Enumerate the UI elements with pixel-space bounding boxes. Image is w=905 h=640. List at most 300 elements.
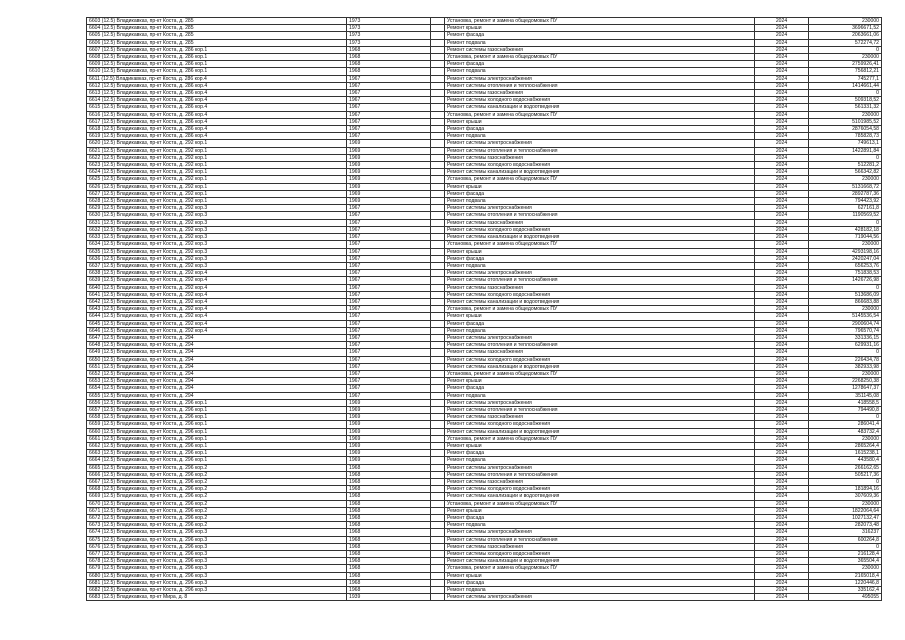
address: Владикавказ, пр-кт Коста, д. 292 кор.1 bbox=[116, 190, 208, 197]
cost-amount: 286041,4 bbox=[809, 421, 882, 428]
row-number: 6612 (12.5) bbox=[89, 82, 116, 89]
row-number: 6637 (12.5) bbox=[89, 262, 116, 269]
address: Владикавказ, пр-кт Коста, д. 294 bbox=[116, 334, 194, 341]
row-number: 6633 (12.5) bbox=[89, 234, 116, 241]
row-id-address bbox=[87, 515, 347, 522]
cost-amount: 230000 bbox=[809, 241, 882, 248]
work-type: Ремонт системы электроснабжения bbox=[445, 270, 755, 277]
table-row bbox=[87, 370, 882, 377]
work-type: Ремонт крыши bbox=[445, 118, 755, 125]
table-row bbox=[87, 363, 882, 370]
table-row bbox=[87, 442, 882, 449]
plan-year: 2024 bbox=[755, 579, 809, 586]
cost-amount: 629931,16 bbox=[809, 342, 882, 349]
row-number: 6609 (12.5) bbox=[89, 61, 116, 68]
address: Владикавказ, пр-кт Коста, д. 296 кор.3 bbox=[116, 572, 208, 579]
year-built: 1969 bbox=[347, 457, 431, 464]
empty-cell bbox=[431, 313, 445, 320]
table-row bbox=[87, 226, 882, 233]
table-row bbox=[87, 536, 882, 543]
address: Владикавказ, пр-кт Коста, д. 286 кор.4 bbox=[116, 104, 208, 111]
work-type: Ремонт крыши bbox=[445, 25, 755, 32]
address: Владикавказ, пр-кт Коста, д. 296 кор.3 bbox=[116, 558, 208, 565]
cost-amount: 756812,21 bbox=[809, 68, 882, 75]
address: Владикавказ, пр-кт Коста, д. 296 кор.3 bbox=[116, 587, 208, 594]
address: Владикавказ, пр-кт Коста, д. 296 кор.3 bbox=[116, 579, 208, 586]
row-number: 6654 (12.5) bbox=[89, 385, 116, 392]
year-built: 1969 bbox=[347, 190, 431, 197]
table-row bbox=[87, 313, 882, 320]
plan-year: 2024 bbox=[755, 39, 809, 46]
plan-year: 2024 bbox=[755, 421, 809, 428]
plan-year: 2024 bbox=[755, 493, 809, 500]
table-row bbox=[87, 82, 882, 89]
empty-cell bbox=[431, 183, 445, 190]
address: Владикавказ, пр-кт Коста, д. 292 кор.4 bbox=[116, 327, 208, 334]
row-number: 6626 (12.5) bbox=[89, 183, 116, 190]
year-built: 1967 bbox=[347, 255, 431, 262]
address: Владикавказ, пр-кт Коста, д. 294 bbox=[116, 385, 194, 392]
empty-cell bbox=[431, 500, 445, 507]
empty-cell bbox=[431, 198, 445, 205]
cost-amount: 785828,73 bbox=[809, 133, 882, 140]
table-row bbox=[87, 190, 882, 197]
cost-amount: 513686,09 bbox=[809, 291, 882, 298]
row-number: 6655 (12.5) bbox=[89, 392, 116, 399]
row-number: 6669 (12.5) bbox=[89, 493, 116, 500]
table-row bbox=[87, 558, 882, 565]
cost-amount: 230000 bbox=[809, 435, 882, 442]
plan-year: 2024 bbox=[755, 442, 809, 449]
year-built: 1967 bbox=[347, 378, 431, 385]
work-type: Ремонт крыши bbox=[445, 378, 755, 385]
work-type: Ремонт системы электроснабжения bbox=[445, 464, 755, 471]
row-id-address bbox=[87, 234, 347, 241]
plan-year: 2024 bbox=[755, 414, 809, 421]
row-number: 6658 (12.5) bbox=[89, 414, 116, 421]
address: Владикавказ, пр-кт Коста, д. 294 bbox=[116, 370, 194, 377]
year-built: 1939 bbox=[347, 594, 431, 601]
empty-cell bbox=[431, 61, 445, 68]
empty-cell bbox=[431, 543, 445, 550]
cost-amount: 1027132,47 bbox=[809, 515, 882, 522]
year-built: 1967 bbox=[347, 248, 431, 255]
table-row bbox=[87, 298, 882, 305]
row-number: 6622 (12.5) bbox=[89, 154, 116, 161]
address: Владикавказ, пр-кт Коста, д. 292 кор.1 bbox=[116, 198, 208, 205]
year-built: 1968 bbox=[347, 464, 431, 471]
year-built: 1967 bbox=[347, 219, 431, 226]
row-id-address bbox=[87, 500, 347, 507]
empty-cell bbox=[431, 68, 445, 75]
year-built: 1969 bbox=[347, 147, 431, 154]
address: Владикавказ, пр-кт Коста, д. 286 кор.4 bbox=[116, 111, 208, 118]
work-type: Ремонт подвала bbox=[445, 262, 755, 269]
row-number: 6631 (12.5) bbox=[89, 219, 116, 226]
work-type: Ремонт подвала bbox=[445, 39, 755, 46]
table-row bbox=[87, 54, 882, 61]
table-row bbox=[87, 140, 882, 147]
cost-amount: 509318,52 bbox=[809, 97, 882, 104]
year-built: 1967 bbox=[347, 284, 431, 291]
year-built: 1969 bbox=[347, 414, 431, 421]
address: Владикавказ, пр-кт Коста, д. 296 кор.1 bbox=[116, 414, 208, 421]
work-type: Ремонт системы холодного водоснабжения bbox=[445, 162, 755, 169]
empty-cell bbox=[431, 298, 445, 305]
empty-cell bbox=[431, 594, 445, 601]
plan-year: 2024 bbox=[755, 205, 809, 212]
row-id-address bbox=[87, 54, 347, 61]
year-built: 1969 bbox=[347, 399, 431, 406]
table-row bbox=[87, 154, 882, 161]
table-row bbox=[87, 68, 882, 75]
year-built: 1969 bbox=[347, 198, 431, 205]
empty-cell bbox=[431, 277, 445, 284]
address: Владикавказ, пр-кт Коста, д. 292 кор.3 bbox=[116, 262, 208, 269]
cost-amount: 230000 bbox=[809, 306, 882, 313]
empty-cell bbox=[431, 25, 445, 32]
row-number: 6672 (12.5) bbox=[89, 515, 116, 522]
table-row bbox=[87, 579, 882, 586]
table-row bbox=[87, 162, 882, 169]
year-built: 1968 bbox=[347, 68, 431, 75]
cost-amount: 230000 bbox=[809, 54, 882, 61]
work-type: Ремонт системы газоснабжения bbox=[445, 349, 755, 356]
cost-amount: 0 bbox=[809, 414, 882, 421]
empty-cell bbox=[431, 39, 445, 46]
empty-cell bbox=[431, 241, 445, 248]
plan-year: 2024 bbox=[755, 190, 809, 197]
work-type: Ремонт системы отопления и теплоснабжения bbox=[445, 342, 755, 349]
cost-amount: 1278647,37 bbox=[809, 385, 882, 392]
row-id-address bbox=[87, 18, 347, 25]
table-row bbox=[87, 515, 882, 522]
cost-amount: 5145536,54 bbox=[809, 313, 882, 320]
year-built: 1968 bbox=[347, 493, 431, 500]
work-type: Ремонт системы холодного водоснабжения bbox=[445, 551, 755, 558]
work-type: Ремонт системы электроснабжения bbox=[445, 594, 755, 601]
row-number: 6642 (12.5) bbox=[89, 298, 116, 305]
row-number: 6620 (12.5) bbox=[89, 140, 116, 147]
empty-cell bbox=[431, 493, 445, 500]
row-number: 6623 (12.5) bbox=[89, 162, 116, 169]
address: Владикавказ, пр-кт Коста, д. 296 кор.2 bbox=[116, 493, 208, 500]
work-type: Ремонт подвала bbox=[445, 198, 755, 205]
table-row bbox=[87, 147, 882, 154]
cost-amount: 4293198,16 bbox=[809, 248, 882, 255]
work-type: Ремонт подвала bbox=[445, 587, 755, 594]
work-type: Ремонт системы отопления и теплоснабжения bbox=[445, 536, 755, 543]
empty-cell bbox=[431, 399, 445, 406]
plan-year: 2024 bbox=[755, 479, 809, 486]
table-row bbox=[87, 90, 882, 97]
address: Владикавказ, пр-кт Коста, д. 294 bbox=[116, 356, 194, 363]
year-built: 1968 bbox=[347, 54, 431, 61]
year-built: 1967 bbox=[347, 327, 431, 334]
row-id-address bbox=[87, 169, 347, 176]
table-row bbox=[87, 392, 882, 399]
table-row bbox=[87, 320, 882, 327]
work-type: Установка, ремонт и замена общедомовых ПУ bbox=[445, 370, 755, 377]
year-built: 1969 bbox=[347, 435, 431, 442]
table-row bbox=[87, 46, 882, 53]
row-id-address bbox=[87, 457, 347, 464]
address: Владикавказ, пр-кт Коста, д. 296 кор.2 bbox=[116, 522, 208, 529]
table-row bbox=[87, 133, 882, 140]
row-id-address bbox=[87, 378, 347, 385]
table-row bbox=[87, 349, 882, 356]
address: Владикавказ, пр-кт Коста, д. 286 кор.4 bbox=[116, 126, 208, 133]
cost-amount: 572274,72 bbox=[809, 39, 882, 46]
table-row bbox=[87, 450, 882, 457]
plan-year: 2024 bbox=[755, 363, 809, 370]
work-type: Ремонт фасада bbox=[445, 190, 755, 197]
address: Владикавказ, пр-кт Коста, д. 286 кор.1 bbox=[116, 46, 208, 53]
work-type: Ремонт крыши bbox=[445, 183, 755, 190]
row-number: 6640 (12.5) bbox=[89, 284, 116, 291]
row-id-address bbox=[87, 277, 347, 284]
plan-year: 2024 bbox=[755, 140, 809, 147]
empty-cell bbox=[431, 126, 445, 133]
table-row bbox=[87, 486, 882, 493]
work-type: Ремонт фасада bbox=[445, 126, 755, 133]
row-id-address bbox=[87, 61, 347, 68]
row-number: 6648 (12.5) bbox=[89, 342, 116, 349]
plan-year: 2024 bbox=[755, 291, 809, 298]
row-number: 6627 (12.5) bbox=[89, 190, 116, 197]
cost-amount: 307609,36 bbox=[809, 493, 882, 500]
empty-cell bbox=[431, 414, 445, 421]
empty-cell bbox=[431, 442, 445, 449]
cost-amount: 794423,92 bbox=[809, 198, 882, 205]
year-built: 1968 bbox=[347, 471, 431, 478]
table-row bbox=[87, 176, 882, 183]
year-built: 1967 bbox=[347, 133, 431, 140]
year-built: 1973 bbox=[347, 32, 431, 39]
empty-cell bbox=[431, 162, 445, 169]
row-number: 6615 (12.5) bbox=[89, 104, 116, 111]
row-id-address bbox=[87, 270, 347, 277]
plan-year: 2024 bbox=[755, 284, 809, 291]
row-number: 6630 (12.5) bbox=[89, 212, 116, 219]
row-id-address bbox=[87, 594, 347, 601]
row-number: 6653 (12.5) bbox=[89, 378, 116, 385]
row-number: 6656 (12.5) bbox=[89, 399, 116, 406]
cost-amount: 418558,5 bbox=[809, 399, 882, 406]
row-number: 6606 (12.5) bbox=[89, 39, 116, 46]
cost-amount: 796570,74 bbox=[809, 327, 882, 334]
cost-amount: 230000 bbox=[809, 176, 882, 183]
address: Владикавказ, пр-кт Коста, д. 296 кор.1 bbox=[116, 421, 208, 428]
table-row bbox=[87, 126, 882, 133]
address: Владикавказ, пр-кт Коста, д. 286 кор.4 bbox=[116, 97, 208, 104]
year-built: 1967 bbox=[347, 356, 431, 363]
row-id-address bbox=[87, 284, 347, 291]
cost-amount: 2420247,04 bbox=[809, 255, 882, 262]
row-number: 6660 (12.5) bbox=[89, 428, 116, 435]
row-id-address bbox=[87, 126, 347, 133]
address: Владикавказ, пр-кт Коста, д. 296 кор.1 bbox=[116, 450, 208, 457]
empty-cell bbox=[431, 579, 445, 586]
row-number: 6629 (12.5) bbox=[89, 205, 116, 212]
row-id-address bbox=[87, 262, 347, 269]
table-row bbox=[87, 587, 882, 594]
work-type: Ремонт фасада bbox=[445, 385, 755, 392]
plan-year: 2024 bbox=[755, 198, 809, 205]
row-id-address bbox=[87, 176, 347, 183]
year-built: 1967 bbox=[347, 205, 431, 212]
year-built: 1967 bbox=[347, 385, 431, 392]
empty-cell bbox=[431, 154, 445, 161]
row-id-address bbox=[87, 255, 347, 262]
cost-amount: 3696671,52 bbox=[809, 25, 882, 32]
year-built: 1967 bbox=[347, 298, 431, 305]
year-built: 1967 bbox=[347, 97, 431, 104]
table-row bbox=[87, 61, 882, 68]
row-id-address bbox=[87, 342, 347, 349]
plan-year: 2024 bbox=[755, 428, 809, 435]
year-built: 1968 bbox=[347, 579, 431, 586]
row-number: 6663 (12.5) bbox=[89, 450, 116, 457]
cost-amount: 600264,8 bbox=[809, 536, 882, 543]
row-id-address bbox=[87, 320, 347, 327]
table-row bbox=[87, 522, 882, 529]
table-row bbox=[87, 565, 882, 572]
row-id-address bbox=[87, 68, 347, 75]
year-built: 1968 bbox=[347, 536, 431, 543]
row-number: 6667 (12.5) bbox=[89, 479, 116, 485]
table-row bbox=[87, 183, 882, 190]
cost-amount: 1822064,64 bbox=[809, 507, 882, 514]
plan-year: 2024 bbox=[755, 46, 809, 53]
plan-year: 2024 bbox=[755, 255, 809, 262]
year-built: 1967 bbox=[347, 313, 431, 320]
work-type: Ремонт системы канализации и водоотведения bbox=[445, 234, 755, 241]
work-type: Ремонт системы газоснабжения bbox=[445, 543, 755, 550]
year-built: 1968 bbox=[347, 565, 431, 572]
year-built: 1967 bbox=[347, 320, 431, 327]
empty-cell bbox=[431, 133, 445, 140]
empty-cell bbox=[431, 306, 445, 313]
plan-year: 2024 bbox=[755, 298, 809, 305]
empty-cell bbox=[431, 385, 445, 392]
row-number: 6665 (12.5) bbox=[89, 464, 116, 471]
year-built: 1967 bbox=[347, 234, 431, 241]
cost-amount: 2063661,06 bbox=[809, 32, 882, 39]
address: Владикавказ, пр-кт Коста, д. 286 кор.4 bbox=[116, 75, 207, 82]
row-number: 6625 (12.5) bbox=[89, 176, 116, 183]
cost-amount: 794490,8 bbox=[809, 406, 882, 413]
row-id-address bbox=[87, 529, 347, 536]
empty-cell bbox=[431, 486, 445, 493]
table-row bbox=[87, 327, 882, 334]
row-id-address bbox=[87, 118, 347, 125]
empty-cell bbox=[431, 111, 445, 118]
address: Владикавказ, пр-кт Коста, д. 285 bbox=[116, 18, 194, 24]
empty-cell bbox=[431, 219, 445, 226]
work-type: Ремонт системы электроснабжения bbox=[445, 529, 755, 536]
year-built: 1967 bbox=[347, 291, 431, 298]
row-number: 6616 (12.5) bbox=[89, 111, 116, 118]
empty-cell bbox=[431, 435, 445, 442]
work-type: Ремонт системы электроснабжения bbox=[445, 399, 755, 406]
row-id-address bbox=[87, 572, 347, 579]
work-type: Установка, ремонт и замена общедомовых ПУ bbox=[445, 18, 755, 25]
row-id-address bbox=[87, 356, 347, 363]
row-number: 6683 (12.5) bbox=[89, 594, 116, 601]
cost-amount: 335162,4 bbox=[809, 587, 882, 594]
table-row bbox=[87, 529, 882, 536]
plan-year: 2024 bbox=[755, 406, 809, 413]
address: Владикавказ, пр-кт Коста, д. 292 кор.3 bbox=[116, 205, 208, 212]
empty-cell bbox=[431, 558, 445, 565]
plan-year: 2024 bbox=[755, 61, 809, 68]
empty-cell bbox=[431, 479, 445, 486]
address: Владикавказ, пр-кт Коста, д. 292 кор.1 bbox=[116, 154, 208, 161]
empty-cell bbox=[431, 176, 445, 183]
row-id-address bbox=[87, 471, 347, 478]
year-built: 1967 bbox=[347, 370, 431, 377]
work-type: Ремонт подвала bbox=[445, 457, 755, 464]
year-built: 1969 bbox=[347, 421, 431, 428]
address: Владикавказ, пр-кт Коста, д. 294 bbox=[116, 363, 194, 370]
table-row bbox=[87, 594, 882, 601]
table-row bbox=[87, 428, 882, 435]
row-id-address bbox=[87, 334, 347, 341]
work-type: Ремонт подвала bbox=[445, 68, 755, 75]
row-number: 6610 (12.5) bbox=[89, 68, 116, 75]
work-type: Ремонт системы газоснабжения bbox=[445, 479, 755, 486]
plan-year: 2024 bbox=[755, 370, 809, 377]
row-id-address bbox=[87, 291, 347, 298]
empty-cell bbox=[431, 363, 445, 370]
year-built: 1973 bbox=[347, 25, 431, 32]
spreadsheet-page bbox=[86, 17, 881, 601]
cost-amount: 512281,2 bbox=[809, 162, 882, 169]
year-built: 1969 bbox=[347, 406, 431, 413]
plan-year: 2024 bbox=[755, 241, 809, 248]
address: Владикавказ, пр-кт Коста, д. 292 кор.3 bbox=[116, 234, 208, 241]
work-type: Ремонт системы электроснабжения bbox=[445, 334, 755, 341]
plan-year: 2024 bbox=[755, 248, 809, 255]
cost-amount: 751838,53 bbox=[809, 270, 882, 277]
plan-year: 2024 bbox=[755, 471, 809, 478]
cost-amount: 0 bbox=[809, 219, 882, 226]
table-row bbox=[87, 291, 882, 298]
table-row bbox=[87, 118, 882, 125]
empty-cell bbox=[431, 32, 445, 39]
cost-amount: 719044,56 bbox=[809, 234, 882, 241]
row-id-address bbox=[87, 479, 347, 486]
table-row bbox=[87, 169, 882, 176]
address: Владикавказ, пр-кт Коста, д. 286 кор.4 bbox=[116, 133, 208, 140]
plan-year: 2024 bbox=[755, 558, 809, 565]
work-type: Ремонт системы отопления и теплоснабжения bbox=[445, 212, 755, 219]
plan-year: 2024 bbox=[755, 320, 809, 327]
cost-amount: 181894,16 bbox=[809, 486, 882, 493]
row-number: 6624 (12.5) bbox=[89, 169, 116, 176]
row-number: 6639 (12.5) bbox=[89, 277, 116, 284]
row-id-address bbox=[87, 558, 347, 565]
year-built: 1969 bbox=[347, 442, 431, 449]
plan-year: 2024 bbox=[755, 515, 809, 522]
address: Владикавказ, пр-кт Коста, д. 292 кор.4 bbox=[116, 277, 208, 284]
table-row bbox=[87, 457, 882, 464]
plan-year: 2024 bbox=[755, 313, 809, 320]
row-id-address bbox=[87, 565, 347, 572]
plan-year: 2024 bbox=[755, 54, 809, 61]
empty-cell bbox=[431, 190, 445, 197]
